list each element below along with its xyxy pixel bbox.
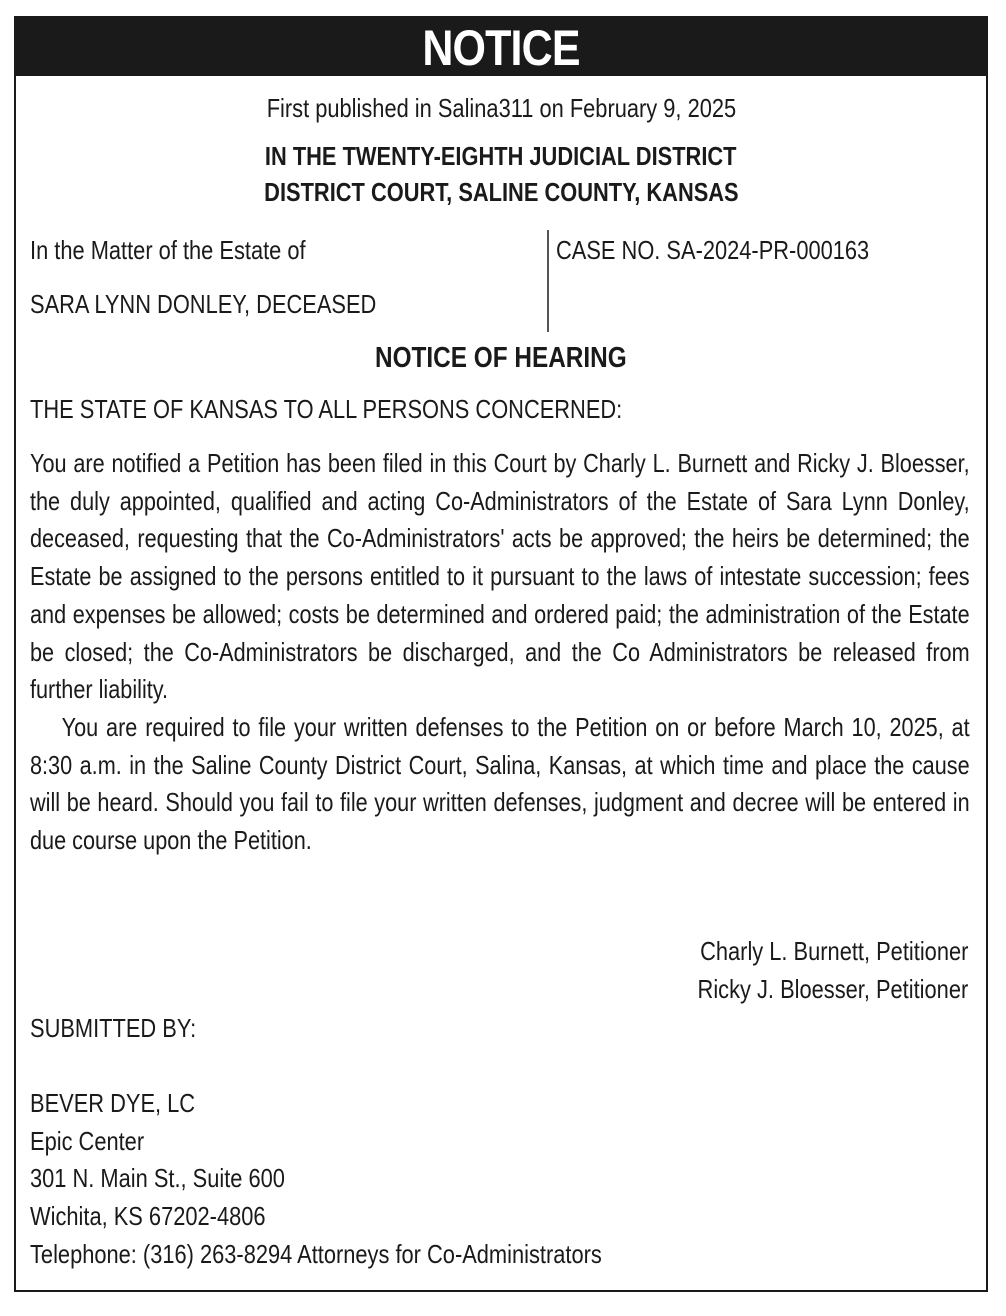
- notice-banner-title: NOTICE: [84, 18, 918, 76]
- petitioner-signature-2: Ricky J. Bloesser, Petitioner: [697, 974, 968, 1004]
- defenses-paragraph: You are required to file your written defenses to the Petition on or before March 10, 2025, at 8:30 a.m. in the Saline County District Court, Salina, Kansas, at which time and place the cause will be heard. Should you fail to file your written defenses, judgment and decree will be entered in due course upon the Petition.: [30, 711, 970, 856]
- petitioner-signature-1: Charly L. Burnett, Petitioner: [699, 936, 968, 966]
- estate-matter-label: In the Matter of the Estate of: [30, 235, 306, 265]
- court-heading-line-2: DISTRICT COURT, SALINE COUNTY, KANSAS: [263, 177, 739, 207]
- notice-title: NOTICE OF HEARING: [375, 342, 627, 374]
- submitted-by-label: SUBMITTED BY:: [30, 1013, 197, 1043]
- attorney-phone: Telephone: (316) 263-8294 Attorneys for Co-Administrators: [30, 1239, 602, 1269]
- notice-body: [30, 445, 970, 860]
- attorney-city: Wichita, KS 67202-4806: [30, 1201, 266, 1231]
- legal-notice: [14, 16, 988, 1292]
- attorney-firm: BEVER DYE, LC: [30, 1088, 196, 1118]
- case-number: CASE NO. SA-2024-PR-000163: [556, 235, 870, 265]
- court-heading-line-1: IN THE TWENTY-EIGHTH JUDICIAL DISTRICT: [265, 141, 737, 171]
- publication-line: First published in Salina311 on February 9, 2025: [266, 93, 736, 123]
- decedent-name: SARA LYNN DONLEY, DECEASED: [30, 289, 377, 319]
- salutation: THE STATE OF KANSAS TO ALL PERSONS CONCERNED:: [30, 394, 623, 424]
- petition-paragraph: You are notified a Petition has been filed in this Court by Charly L. Burnett and Ricky J. Bloesser, the duly appointed, qualified and acting Co-Administrators of the Estate of Sara Lynn Donley, deceased, requesting that the Co-Administrators' acts be approved; the heirs be determined; the Estate be assigned to the persons entitled to it pursuant to the laws of intestate succession; fees and expenses be allowed; costs be determined and ordered paid; the administration of the Estate be closed; the Co-Administrators be discharged, and the Co Administrators be released from further liability.: [30, 448, 970, 705]
- attorney-building: Epic Center: [30, 1126, 145, 1156]
- attorney-street: 301 N. Main St., Suite 600: [30, 1163, 285, 1193]
- caption-divider: [547, 230, 549, 332]
